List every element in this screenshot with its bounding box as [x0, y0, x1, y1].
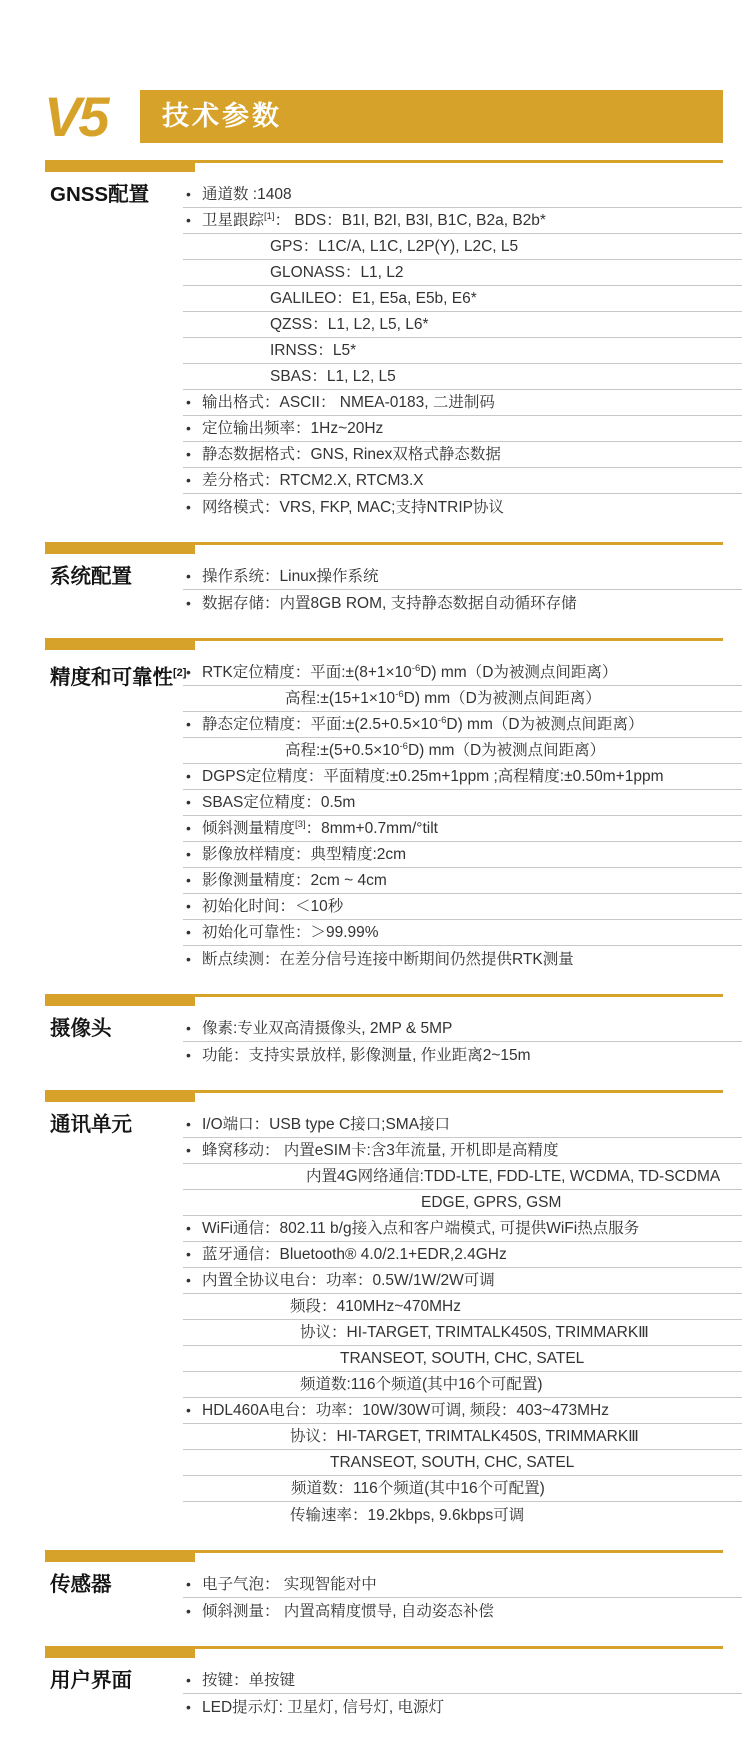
- spec-row: [183, 1268, 742, 1294]
- section-body: [45, 1112, 742, 1528]
- spec-row: [183, 182, 742, 208]
- spec-row: [183, 868, 742, 894]
- spec-text: 操作系统：Linux操作系统: [202, 568, 379, 585]
- section-label: 通讯单元: [50, 1113, 132, 1136]
- spec-row: [183, 1242, 742, 1268]
- bullet-icon: •: [186, 446, 191, 462]
- spec-text: GALILEO：E1, E5a, E5b, E6*: [270, 290, 477, 307]
- spec-row: [183, 790, 742, 816]
- spec-row: [183, 764, 742, 790]
- bullet-icon: •: [186, 950, 191, 967]
- section-body: [45, 564, 742, 616]
- spec-text: 断点续测：在差分信号连接中断期间仍然提供RTK测量: [202, 950, 574, 968]
- title-band: [140, 90, 723, 143]
- spec-text: 定位输出频率：1Hz~20Hz: [202, 420, 384, 437]
- section-divider: [45, 638, 742, 650]
- superscript: [1]: [264, 210, 275, 222]
- section-divider: [45, 160, 742, 172]
- spec-row: [183, 364, 742, 390]
- bullet-icon: •: [186, 394, 191, 410]
- spec-rows: [183, 564, 742, 616]
- spec-text: 高程$:\pm(15+1\times 10^{-6}D)$ mm（D为被测点间距离）: [285, 688, 601, 707]
- spec-row: [183, 208, 742, 234]
- spec-text: 频道数:116个频道(其中16个可配置): [300, 1376, 543, 1393]
- section-body: [45, 660, 742, 972]
- spec-text: 数据存储：内置8GB ROM, 支持静态数据自动循环存储: [202, 594, 577, 612]
- bullet-icon: •: [186, 1020, 191, 1036]
- bullet-icon: •: [186, 872, 191, 888]
- bullet-icon: •: [186, 594, 191, 611]
- spec-row: [183, 1190, 742, 1216]
- spec-text: LED提示灯: 卫星灯, 信号灯, 电源灯: [202, 1698, 444, 1716]
- section-label: 精度和可靠性[2]: [50, 665, 187, 689]
- spec-text: TRANSEOT, SOUTH, CHC, SATEL: [330, 1454, 575, 1471]
- spec-row: [183, 338, 742, 364]
- bullet-icon: •: [186, 212, 191, 228]
- spec-text: 像素:专业双高清摄像头, 2MP & 5MP: [202, 1020, 453, 1037]
- spec-text: 蓝牙通信：Bluetooth® 4.0/2.1+EDR,2.4GHz: [202, 1246, 507, 1263]
- bullet-icon: •: [186, 898, 191, 914]
- spec-text: 影像测量精度：2cm ~ 4cm: [202, 872, 387, 889]
- spec-text: QZSS：L1, L2, L5, L6*: [270, 316, 429, 333]
- spec-text: 静态定位精度：平面$:\pm(2.5+0.5\times 10^{-6}D)$ mm（D为被测点间距离）: [202, 714, 644, 733]
- spec-row: [183, 564, 742, 590]
- spec-section: [0, 994, 750, 1068]
- page-title: 技术参数: [162, 101, 282, 131]
- spec-row: [183, 1016, 742, 1042]
- bullet-icon: •: [186, 716, 191, 732]
- bullet-icon: •: [186, 498, 191, 515]
- spec-row: [183, 1424, 742, 1450]
- spec-rows: [183, 1572, 742, 1624]
- spec-text: TRANSEOT, SOUTH, CHC, SATEL: [340, 1350, 585, 1367]
- spec-text: SBAS：L1, L2, L5: [270, 368, 396, 385]
- divider-bar: [45, 160, 195, 172]
- spec-text: 蜂窝移动： 内置eSIM卡:含3年流量, 开机即是高精度: [202, 1142, 559, 1159]
- bullet-icon: •: [186, 768, 191, 784]
- spec-row: [183, 1450, 742, 1476]
- spec-rows: [183, 660, 742, 972]
- spec-row: [183, 1042, 742, 1068]
- bullet-icon: •: [186, 1246, 191, 1262]
- spec-row: [183, 894, 742, 920]
- spec-section: [0, 1550, 750, 1624]
- section-label: GNSS配置: [50, 183, 150, 206]
- spec-row: [183, 712, 742, 738]
- spec-text: 静态数据格式：GNS, Rinex双格式静态数据: [202, 446, 501, 463]
- section-divider: [45, 1646, 742, 1658]
- spec-text: 倾斜测量精度[3]：8mm+0.7mm/°tilt: [202, 818, 438, 837]
- spec-row: [183, 1346, 742, 1372]
- bullet-icon: •: [186, 1576, 191, 1592]
- spec-text: GLONASS：L1, L2: [270, 264, 404, 281]
- divider-bar: [45, 638, 195, 650]
- spec-row: [183, 1694, 742, 1720]
- spec-row: [183, 1572, 742, 1598]
- spec-text: 影像放样精度：典型精度:2cm: [202, 846, 407, 863]
- spec-row: [183, 1112, 742, 1138]
- spec-row: [183, 1502, 742, 1528]
- section-divider: [45, 1090, 742, 1102]
- spec-row: [183, 1138, 742, 1164]
- bullet-icon: •: [186, 820, 191, 836]
- bullet-icon: •: [186, 1046, 191, 1063]
- spec-text: 功能：支持实景放样, 影像测量, 作业距离2~15m: [202, 1046, 531, 1064]
- spec-row: [183, 234, 742, 260]
- bullet-icon: •: [186, 794, 191, 810]
- spec-section: [0, 1646, 750, 1720]
- spec-text: 初始化可靠性：＞99.99%: [202, 924, 379, 941]
- spec-text: EDGE, GPRS, GSM: [421, 1194, 562, 1211]
- spec-row: [183, 1668, 742, 1694]
- bullet-icon: •: [186, 1220, 191, 1236]
- v5-logo: V5: [44, 85, 107, 148]
- divider-bar: [45, 542, 195, 554]
- spec-rows: [183, 1016, 742, 1068]
- bullet-icon: •: [186, 1142, 191, 1158]
- spec-row: [183, 442, 742, 468]
- superscript: -6: [437, 714, 447, 726]
- spec-rows: [183, 1112, 742, 1528]
- section-label: 用户界面: [50, 1669, 132, 1692]
- spec-row: [183, 1164, 742, 1190]
- superscript: -6: [399, 740, 408, 752]
- spec-row: [183, 468, 742, 494]
- spec-text: 内置全协议电台：功率：0.5W/1W/2W可调: [202, 1272, 495, 1289]
- spec-text: 输出格式：ASCII： NMEA-0183, 二进制码: [202, 394, 495, 411]
- spec-text: 按键：单按键: [202, 1672, 296, 1689]
- spec-text: 内置4G网络通信:TDD-LTE, FDD-LTE, WCDMA, TD-SCDMA: [306, 1168, 721, 1185]
- bullet-icon: •: [186, 420, 191, 436]
- spec-row: [183, 260, 742, 286]
- section-label: 摄像头: [50, 1017, 112, 1040]
- divider-bar: [45, 1646, 195, 1658]
- spec-row: [183, 286, 742, 312]
- spec-text: 电子气泡： 实现智能对中: [202, 1576, 377, 1593]
- spec-section: [0, 542, 750, 616]
- spec-text: GPS：L1C/A, L1C, L2P(Y), L2C, L5: [270, 238, 519, 255]
- spec-text: 频段：410MHz~470MHz: [290, 1298, 461, 1315]
- bullet-icon: •: [186, 1272, 191, 1288]
- spec-text: 卫星跟踪[1]： BDS：B1I, B2I, B3I, B1C, B2a, B2b*: [202, 210, 546, 229]
- divider-bar: [45, 994, 195, 1006]
- section-divider: [45, 994, 742, 1006]
- spec-text: HDL460A电台：功率：10W/30W可调, 频段：403~473MHz: [202, 1402, 609, 1419]
- spec-section: [0, 160, 750, 520]
- spec-text: 倾斜测量： 内置高精度惯导, 自动姿态补偿: [202, 1602, 494, 1620]
- spec-text: 差分格式：RTCM2.X, RTCM3.X: [202, 472, 424, 489]
- spec-row: [183, 1598, 742, 1624]
- spec-row: [183, 590, 742, 616]
- spec-row: [183, 738, 742, 764]
- spec-text: I/O端口：USB type C接口;SMA接口: [202, 1116, 451, 1133]
- spec-text: WiFi通信：802.11 b/g接入点和客户端模式, 可提供WiFi热点服务: [202, 1220, 640, 1237]
- bullet-icon: •: [186, 1698, 191, 1715]
- spec-row: [183, 842, 742, 868]
- section-label-footnote: [2]: [173, 667, 187, 679]
- spec-row: [183, 1398, 742, 1424]
- section-body: [45, 1572, 742, 1624]
- spec-row: [183, 1372, 742, 1398]
- spec-text: RTK定位精度：平面$:\pm(8+1\times 10^{-6}D)$ mm（D为被测点间距离）: [202, 662, 618, 681]
- section-body: [45, 1668, 742, 1720]
- spec-row: [183, 920, 742, 946]
- superscript: -6: [411, 662, 421, 674]
- spec-row: [183, 494, 742, 520]
- spec-text: 传输速率：19.2kbps, 9.6kbps可调: [290, 1506, 525, 1524]
- section-body: [45, 1016, 742, 1068]
- spec-section: [0, 638, 750, 972]
- bullet-icon: •: [186, 1602, 191, 1619]
- spec-text: DGPS定位精度：平面精度:±0.25m+1ppm ;高程精度:±0.50m+1ppm: [202, 768, 664, 785]
- header-gap: [0, 143, 750, 160]
- spec-row: [183, 416, 742, 442]
- spec-text: 网络模式：VRS, FKP, MAC;支持NTRIP协议: [202, 498, 504, 516]
- spec-text: 频道数：116个频道(其中16个可配置): [291, 1480, 545, 1497]
- bullet-icon: •: [186, 1672, 191, 1688]
- section-label: 系统配置: [50, 565, 132, 588]
- spec-row: [183, 390, 742, 416]
- bullet-icon: •: [186, 1402, 191, 1418]
- divider-bar: [45, 1090, 195, 1102]
- section-divider: [45, 542, 742, 554]
- spec-row: [183, 1216, 742, 1242]
- superscript: [3]: [295, 818, 306, 830]
- spec-text: 高程$:\pm(5+0.5\times 10^{-6}D)$ mm（D为被测点间距离）: [285, 740, 606, 759]
- spec-row: [183, 660, 742, 686]
- bullet-icon: •: [186, 568, 191, 584]
- spec-sections: [0, 160, 750, 1720]
- spec-text: 协议：HI-TARGET, TRIMTALK450S, TRIMMARKⅢ: [300, 1324, 649, 1341]
- spec-row: [183, 816, 742, 842]
- section-label: 传感器: [50, 1573, 112, 1596]
- section-divider: [45, 1550, 742, 1562]
- section-body: [45, 182, 742, 520]
- superscript: -6: [395, 688, 404, 700]
- spec-row: [183, 1320, 742, 1346]
- spec-text: IRNSS：L5*: [270, 342, 357, 359]
- header: [0, 0, 750, 148]
- spec-row: [183, 686, 742, 712]
- bullet-icon: •: [186, 472, 191, 488]
- spec-row: [183, 1476, 742, 1502]
- spec-text: SBAS定位精度：0.5m: [202, 794, 356, 811]
- spec-text: 初始化时间：＜10秒: [202, 898, 344, 915]
- divider-bar: [45, 1550, 195, 1562]
- bullet-icon: •: [186, 664, 191, 680]
- bullet-icon: •: [186, 924, 191, 940]
- spec-rows: [183, 1668, 742, 1720]
- spec-section: [0, 1090, 750, 1528]
- bullet-icon: •: [186, 186, 191, 202]
- spec-row: [183, 946, 742, 972]
- spec-text: 通道数 :1408: [202, 186, 292, 203]
- spec-row: [183, 312, 742, 338]
- spec-row: [183, 1294, 742, 1320]
- spec-rows: [183, 182, 742, 520]
- bullet-icon: •: [186, 1116, 191, 1132]
- bullet-icon: •: [186, 846, 191, 862]
- spec-text: 协议：HI-TARGET, TRIMTALK450S, TRIMMARKⅢ: [290, 1428, 639, 1445]
